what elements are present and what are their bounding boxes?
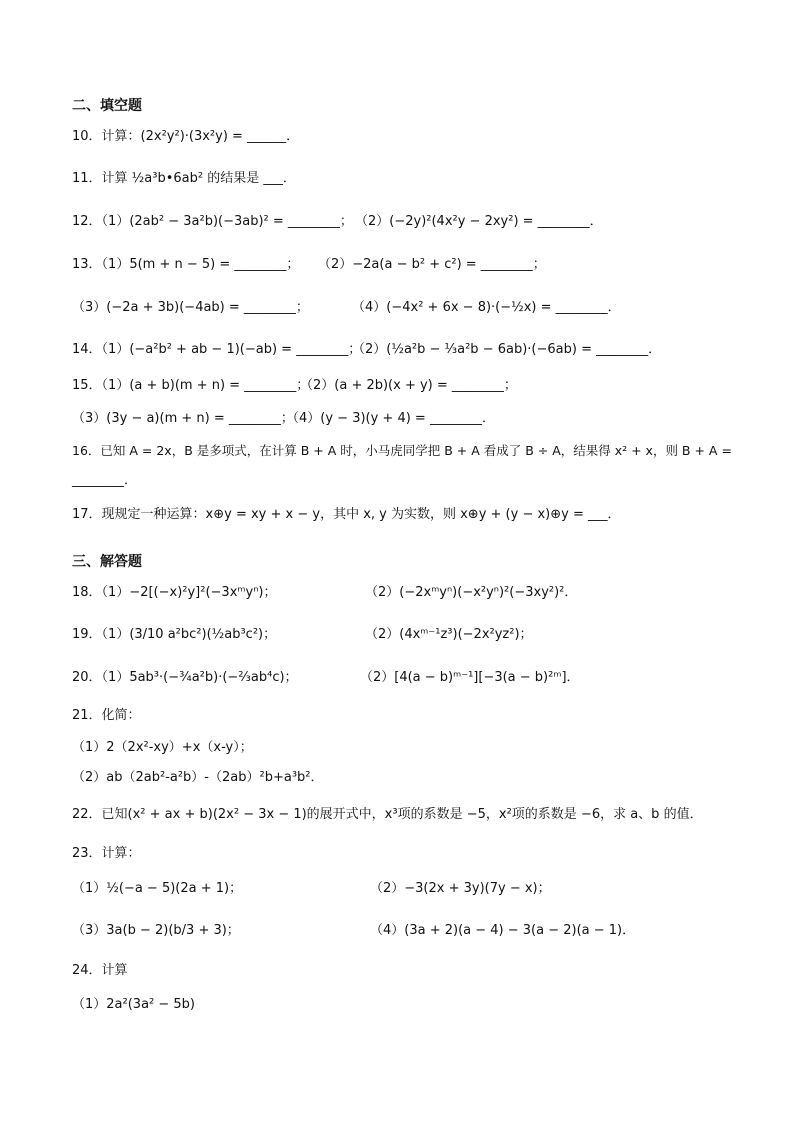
question-23-part2: （2）−3(2x + 3y)(7y − x)； bbox=[370, 881, 551, 896]
question-15-part4: （4）(y − 3)(y + 4) = ________． bbox=[286, 411, 495, 426]
section-title-answer: 三、解答题 bbox=[72, 554, 142, 570]
question-13-part3: （3）(−2a + 3b)(−4ab) = ________； bbox=[72, 300, 309, 315]
question-21-part1: （1）2（2x²-xy）+x（x-y）； bbox=[72, 740, 253, 755]
question-16-line2: ________． bbox=[72, 473, 138, 488]
question-22: 22．已知(x² + ax + b)(2x² − 3x − 1)的展开式中，x³项的系数是 −5，x²项的系数是 −6，求 a、b 的值． bbox=[72, 807, 703, 822]
question-14-part1: 14．（1）(−a²b² + ab − 1)(−ab) = ________； bbox=[72, 342, 362, 357]
question-19-part1: 19．（1）(3/10 a²bc²)(½ab³c²)； bbox=[72, 627, 277, 642]
question-24-title: 24．计算 bbox=[72, 963, 128, 978]
question-13-part1: 13．（1）5(m + n − 5) = ________； bbox=[72, 257, 300, 272]
question-13-part4: （4）(−4x² + 6x − 8)·(−½x) = ________． bbox=[352, 300, 621, 315]
question-15-part3: （3）(3y − a)(m + n) = ________； bbox=[72, 411, 294, 426]
question-21-title: 21．化简： bbox=[72, 708, 141, 723]
question-12-part2: （2）(−2y)²(4x²y − 2xy²) = ________． bbox=[355, 214, 603, 229]
question-18-part1: 18．（1）−2[(−x)²y]²(−3xᵐyⁿ)； bbox=[72, 585, 277, 600]
question-21-part2: （2）ab（2ab²-a²b）-（2ab）²b+a³b²． bbox=[72, 770, 324, 785]
question-20-part2: （2）[4(a − b)ᵐ⁻¹][−3(a − b)²ᵐ]． bbox=[360, 670, 580, 685]
question-13-part2: （2）−2a(a − b² + c²) = ________； bbox=[318, 257, 546, 272]
question-11: 11．计算 ½a³b•6ab² 的结果是 ___． bbox=[72, 171, 296, 186]
question-16-line1: 16．已知 A = 2x，B 是多项式，在计算 B + A 时，小马虎同学把 B + A 看成了 B ÷ A，结果得 x² + x，则 B + A = bbox=[72, 443, 732, 458]
question-14-part2: （2）(½a²b − ⅓a²b − 6ab)·(−6ab) = ________． bbox=[352, 342, 662, 357]
question-24-part1: （1）2a²(3a² − 5b) bbox=[72, 997, 195, 1012]
section-title-fill-blank: 二、填空题 bbox=[72, 98, 142, 114]
question-17: 17．现规定一种运算：x⊕y = xy + x − y，其中 x, y 为实数，则 x⊕y + (y − x)⊕y = ___． bbox=[72, 507, 621, 522]
question-23-part3: （3）3a(b − 2)(b/3 + 3)； bbox=[72, 923, 240, 938]
question-23-title: 23．计算： bbox=[72, 846, 141, 861]
question-23-part1: （1）½(−a − 5)(2a + 1)； bbox=[72, 881, 243, 896]
question-20-part1: 20．（1）5ab³·(−¾a²b)·(−⅔ab⁴c)； bbox=[72, 670, 298, 685]
question-12-part1: 12．（1）(2ab² − 3a²b)(−3ab)² = ________； bbox=[72, 214, 353, 229]
question-15-part1: 15．（1）(a + b)(m + n) = ________； bbox=[72, 378, 310, 393]
question-19-part2: （2）(4xᵐ⁻¹z³)(−2x²yz²)； bbox=[365, 627, 533, 642]
question-10: 10．计算：(2x²y²)·(3x²y) = ______． bbox=[72, 129, 300, 144]
question-23-part4: （4）(3a + 2)(a − 4) − 3(a − 2)(a − 1)． bbox=[370, 923, 636, 938]
question-18-part2: （2）(−2xᵐyⁿ)(−x²yⁿ)²(−3xy²)²． bbox=[365, 585, 578, 600]
question-15-part2: （2）(a + 2b)(x + y) = ________； bbox=[300, 378, 517, 393]
